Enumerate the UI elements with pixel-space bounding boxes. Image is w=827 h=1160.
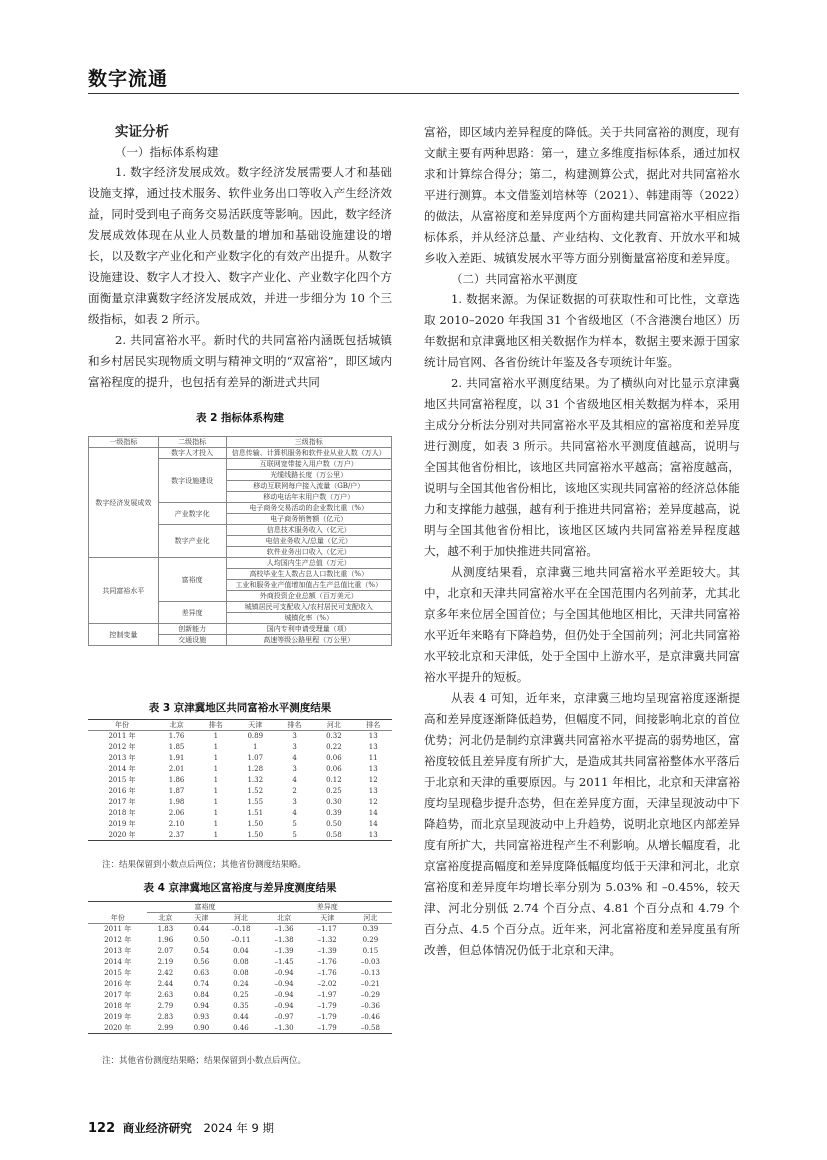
- table-cell: –0.18: [231, 925, 251, 934]
- table-cell: 0.25: [233, 991, 249, 999]
- table-row: [88, 1001, 392, 1012]
- table-header-cell: 年份: [88, 720, 156, 731]
- table-cell: –0.97: [274, 1013, 294, 1021]
- table-header-cell: 排名: [354, 720, 392, 731]
- table-row: [88, 775, 392, 786]
- header-rule: [88, 93, 739, 94]
- table-cell: 数字经济发展成效: [89, 448, 159, 558]
- table-cell: 创新能力: [158, 624, 226, 635]
- table-cell: 1.50: [247, 820, 264, 828]
- table-cell: 高速等级公路里程（万公里）: [226, 635, 391, 646]
- table-cell: –1.76: [317, 958, 337, 966]
- paragraph: 1. 数字经济发展成效。数字经济发展需要人才和基础设施支撑，通过技术服务、软件业务出口等收入产生经济效益，同时受到电子商务交易活跃度等影响。因此，数字经济发展成效体现在从业人员数量的增加和基础设施建设的增长，以及数字产业化和产业数字化的有效产出提升。从数字设施建设、数字人才投入、数字产业化、产业数字化四个方面衡量京津冀数字经济发展成效，并进一步细分为 10 个三级指标，如表 2 所示。: [88, 165, 392, 326]
- table-cell: 12: [368, 776, 378, 784]
- table4-note: 注：其他省份测度结果略；结果保留到小数点后两位。: [102, 1056, 307, 1066]
- table-cell: 人均国内生产总值（万元）: [226, 558, 391, 569]
- table-cell: 13: [368, 732, 378, 741]
- table-cell: 1.98: [168, 798, 185, 806]
- table-cell: 城镇化率（%）: [226, 613, 391, 624]
- table-cell: –1.39: [317, 947, 337, 955]
- paragraph: 2. 共同富裕水平测度结果。为了横纵向对比显示京津冀地区共同富裕程度，以 31 个省级地区相关数据为样本，采用主成分分析法分别对共同富裕水平及其相应的富裕度和差异度进行测度，如表 3 所示。共同富裕水平测度值越高，说明与全国其他省份相比，该地区共同富裕水平越高；富裕度越高，说明与全国其他省份相比，该地区实现共同富裕的经济总体能力和支撑能力越强，越有利于推进共同富裕；差异度越高，说明与全国其他省份相比，该地区区域内共同富裕差异程度越大，越不利于加快推进共同富裕。: [424, 376, 740, 558]
- table-cell: 0.74: [193, 980, 210, 988]
- table-cell: 0.24: [233, 980, 249, 988]
- table-cell: 12: [368, 798, 378, 806]
- table-cell: 1.51: [247, 809, 264, 817]
- table-cell: 1.52: [247, 787, 264, 795]
- table-cell: 2012 年: [108, 743, 136, 751]
- table-cell: 2.37: [156, 830, 197, 841]
- table-cell: 0.93: [193, 1013, 210, 1021]
- table-cell: 0.50: [326, 820, 342, 828]
- table-cell: 3: [292, 798, 297, 806]
- table-cell: 0.32: [326, 732, 342, 741]
- table-cell: 移动互联网每户接入流量（GB/户）: [226, 481, 391, 492]
- table-cell: 2013 年: [108, 754, 136, 762]
- table3-note: 注：结果保留到小数点后两位；其他省份测度结果略。: [102, 860, 307, 870]
- table-cell: –1.17: [317, 925, 337, 934]
- table-row: [88, 968, 392, 979]
- table-cell: 4: [292, 754, 297, 762]
- table-group-header-cell: 富裕度: [147, 902, 262, 913]
- table-cell: 1.50: [235, 830, 276, 841]
- table-cell: 0.08: [233, 958, 249, 966]
- table-cell: 电信业务收入/总量（亿元）: [226, 536, 391, 547]
- table-cell: 3: [292, 732, 297, 741]
- table-cell: 2020 年: [88, 830, 156, 841]
- table-cell: 1: [213, 776, 219, 784]
- table-header-cell: 天津: [306, 913, 349, 924]
- table-cell: 0.25: [326, 787, 342, 795]
- table-cell: –1.30: [263, 1023, 306, 1034]
- table-cell: 1.91: [168, 754, 185, 762]
- table-cell: 0.44: [193, 925, 210, 934]
- table-cell: –0.11: [231, 936, 251, 944]
- table-cell: –0.94: [274, 969, 294, 977]
- table-row: [88, 924, 392, 935]
- table-cell: 0.06: [326, 754, 342, 762]
- table-cell: 2015 年: [108, 776, 136, 784]
- table-cell: 2018 年: [108, 809, 136, 817]
- table-cell: 1.28: [247, 765, 264, 773]
- table-cell: 0.58: [313, 830, 354, 841]
- table-cell: 交通设施: [158, 635, 226, 646]
- table-cell: 1: [253, 743, 258, 751]
- table-row: [88, 830, 392, 841]
- table-cell: 0.06: [326, 765, 342, 773]
- table-cell: 13: [368, 765, 378, 773]
- table-header-cell: 二级指标: [158, 437, 226, 448]
- page-footer: [88, 1120, 274, 1136]
- table-cell: 城镇居民可支配收入/农村居民可支配收入: [226, 602, 391, 613]
- table-cell: 2.01: [168, 765, 185, 773]
- table-cell: 13: [368, 787, 378, 795]
- table-row: [88, 731, 392, 742]
- table4-caption: 表 4 京津冀地区富裕度与差异度测度结果: [143, 882, 337, 894]
- table-cell: 0.50: [193, 936, 210, 944]
- table-cell: 1: [213, 765, 219, 773]
- table-cell: –0.94: [274, 1002, 294, 1010]
- table-cell: 2014 年: [104, 958, 132, 966]
- table-cell: 数字设施建设: [158, 459, 226, 503]
- table-cell: 1.55: [247, 798, 264, 806]
- table-cell: 1: [213, 820, 219, 828]
- journal-name: 商业经济研究: [122, 1121, 192, 1135]
- table-cell: 0.15: [362, 947, 379, 955]
- table-cell: 13: [368, 743, 378, 751]
- table-cell: 0.44: [233, 1013, 249, 1021]
- paragraph: 1. 数据来源。为保证数据的可获取性和可比性，文章选取 2010–2020 年我国 31 个省级地区（不含港澳台地区）历年数据和京津冀地区相关数据作为样本，数据主要来源于国家统计局官网、各省份统计年鉴及各专项统计年鉴。: [424, 292, 740, 369]
- table-header-row: [89, 437, 392, 448]
- table-cell: 国内专利申请受理量（项）: [226, 624, 391, 635]
- table3-caption: 表 3 京津冀地区共同富裕水平测度结果: [148, 702, 332, 714]
- table-cell: –1.97: [317, 991, 337, 999]
- table-cell: [88, 902, 147, 913]
- section-title: 实证分析: [115, 124, 169, 140]
- table-cell: –2.02: [317, 980, 337, 988]
- table-row: [89, 624, 392, 635]
- table-cell: 1.85: [168, 743, 185, 751]
- paragraph: 2. 共同富裕水平。新时代的共同富裕内涵既包括城镇和乡村居民实现物质文明与精神文明的“双富裕”，即区域内富裕程度的提升，也包括有差异的渐进式共同: [88, 333, 392, 389]
- table-cell: 0.56: [193, 958, 210, 966]
- table-cell: 0.54: [193, 947, 210, 955]
- table-cell: 1.86: [168, 776, 185, 784]
- table-cell: 1.96: [157, 936, 174, 944]
- table-header-cell: 排名: [197, 720, 234, 731]
- table-header-cell: 河北: [349, 913, 392, 924]
- table-header-cell: 天津: [235, 720, 276, 731]
- table-cell: 光缆线路长度（万公里）: [226, 470, 391, 481]
- table-cell: 互联网宽带接入用户数（万户）: [226, 459, 391, 470]
- table-cell: 2019 年: [108, 820, 136, 828]
- table-cell: –0.29: [360, 991, 380, 999]
- table-cell: –0.36: [360, 1002, 380, 1010]
- table-cell: 2.10: [168, 820, 185, 828]
- table-row: [88, 935, 392, 946]
- table-cell: 1: [197, 830, 234, 841]
- table-cell: 0.46: [219, 1023, 262, 1034]
- page-title: 数字流通: [88, 68, 169, 90]
- table-cell: 1.76: [168, 732, 185, 741]
- table-cell: –1.79: [306, 1023, 349, 1034]
- table-cell: 0.63: [193, 969, 210, 977]
- table-cell: 0.22: [326, 743, 342, 751]
- table-cell: 2.42: [157, 969, 174, 977]
- table-cell: –0.21: [360, 980, 380, 988]
- table-cell: 2.79: [157, 1002, 174, 1010]
- table-row: [88, 957, 392, 968]
- table2-caption: 表 2 指标体系构建: [195, 412, 285, 424]
- table-cell: 2015 年: [104, 969, 132, 977]
- table-header-cell: 北京: [156, 720, 197, 731]
- table-header-cell: 河北: [219, 913, 262, 924]
- table-row: [88, 1023, 392, 1034]
- table-header-cell: 三级指标: [226, 437, 391, 448]
- table-row: [88, 742, 392, 753]
- table-cell: 2014 年: [108, 765, 136, 773]
- table-header-cell: 北京: [263, 913, 306, 924]
- table-cell: 软件业务出口收入（亿元）: [226, 547, 391, 558]
- left-column: [88, 122, 392, 393]
- table-cell: 1: [213, 754, 219, 762]
- table-header-cell: 排名: [276, 720, 313, 731]
- table-cell: 外商投资企业总额（百万美元）: [226, 591, 391, 602]
- table-cell: 2.63: [157, 991, 174, 999]
- table-header-cell: 天津: [183, 913, 219, 924]
- table-cell: 信息传输、计算机服务和软件业从业人数（万人）: [226, 448, 391, 459]
- table-cell: 控制变量: [89, 624, 159, 646]
- table-cell: 2011 年: [108, 732, 136, 741]
- table-cell: 数字产业化: [158, 525, 226, 558]
- table-cell: 数字人才投入: [158, 448, 226, 459]
- table-header-row: [88, 720, 392, 731]
- table-row: [88, 979, 392, 990]
- table-cell: 0.39: [362, 925, 379, 934]
- table-row: [89, 448, 392, 459]
- table-row: [88, 753, 392, 764]
- table-cell: 0.84: [193, 991, 210, 999]
- table-row: [88, 808, 392, 819]
- table-cell: 1: [213, 787, 219, 795]
- table-cell: –1.32: [317, 936, 337, 944]
- table-cell: –0.46: [360, 1013, 380, 1021]
- table-cell: 0.90: [183, 1023, 219, 1034]
- subsection-title: （二）共同富裕水平测度: [451, 272, 578, 286]
- data-table: [88, 719, 392, 841]
- table-cell: 1: [213, 743, 219, 751]
- table-cell: 2016 年: [108, 787, 136, 795]
- table-cell: 2018 年: [104, 1002, 132, 1010]
- paragraph: 富裕，即区域内差异程度的降低。关于共同富裕的测度，现有文献主要有两种思路：第一，建立多维度指标体系，通过加权求和计算综合得分；第二，构建测算公式，据此对共同富裕水平进行测算。本文借鉴刘培林等（2021）、韩建雨等（2022）的做法，从富裕度和差异度两个方面构建共同富裕水平相应指标体系，并从经济总量、产业结构、文化教育、开放水平和城乡收入差距、城镇发展水平等方面分别衡量富裕度和差异度。: [424, 125, 740, 265]
- table-cell: 差异度: [158, 602, 226, 624]
- table-cell: –1.79: [317, 1013, 337, 1021]
- table-cell: 2.99: [147, 1023, 183, 1034]
- table-cell: 11: [368, 754, 378, 762]
- table-cell: 电子商务销售额（亿元）: [226, 514, 391, 525]
- table-cell: 2.07: [157, 947, 174, 955]
- table-cell: 共同富裕水平: [89, 558, 159, 624]
- table-group-header-row: [88, 902, 392, 913]
- table-cell: –0.58: [349, 1023, 392, 1034]
- table-cell: 高校毕业生人数占总人口数比重（%）: [226, 569, 391, 580]
- table-row: [88, 764, 392, 775]
- table-cell: 2016 年: [104, 980, 132, 988]
- table-cell: –1.38: [274, 936, 294, 944]
- table-cell: 0.35: [233, 1002, 249, 1010]
- table-cell: 1.07: [247, 754, 264, 762]
- table-cell: 0.29: [362, 936, 379, 944]
- table-cell: 13: [354, 830, 392, 841]
- table-cell: 2.06: [168, 809, 185, 817]
- table-cell: 0.94: [193, 1002, 210, 1010]
- table-cell: –0.03: [360, 958, 380, 966]
- table-row: [88, 786, 392, 797]
- table-cell: 富裕度: [158, 558, 226, 602]
- table-cell: 电子商务交易活动的企业数比重（%）: [226, 503, 391, 514]
- table-cell: 14: [368, 809, 378, 817]
- table-row: [88, 946, 392, 957]
- table-cell: 2.19: [157, 958, 174, 966]
- table-cell: 2019 年: [104, 1013, 132, 1021]
- table-cell: 1: [213, 809, 219, 817]
- table-cell: 5: [292, 820, 297, 828]
- table-header-cell: 年份: [88, 913, 147, 924]
- table-cell: –0.94: [274, 991, 294, 999]
- table-cell: –1.79: [317, 1002, 337, 1010]
- table-cell: 0.89: [247, 732, 264, 741]
- table-cell: 移动电话年末用户数（万户）: [226, 492, 391, 503]
- table-cell: 2011 年: [104, 925, 132, 934]
- table-header-row: [88, 913, 392, 924]
- table-cell: 5: [276, 830, 313, 841]
- table-cell: 产业数字化: [158, 503, 226, 525]
- table-cell: –1.36: [274, 925, 294, 934]
- indicator-table: [88, 436, 392, 646]
- table-cell: 1.87: [168, 787, 185, 795]
- table-cell: 0.39: [326, 809, 342, 817]
- table-cell: 0.12: [326, 776, 342, 784]
- issue-label: 2024 年 9 期: [203, 1121, 275, 1135]
- table-header-cell: 一级指标: [89, 437, 159, 448]
- table-group-header-cell: 差异度: [263, 902, 392, 913]
- subsection-title: （一）指标体系构建: [115, 145, 219, 159]
- table-cell: 2020 年: [88, 1023, 147, 1034]
- table-cell: 14: [368, 820, 378, 828]
- table-cell: 1.32: [247, 776, 264, 784]
- table-row: [88, 1012, 392, 1023]
- paragraph: 从表 4 可知，近年来，京津冀三地均呈现富裕度逐渐提高和差异度逐渐降低趋势，但幅度不同，间接影响北京的首位优势；河北仍是制约京津冀共同富裕水平提高的弱势地区，富裕度较低且差异度有所扩大，是造成其共同富裕整体水平落后于北京和天津的重要原因。与 2011 年相比，北京和天津富裕度均呈现稳步提升态势，但在差异度方面，天津呈现波动中下降趋势，而北京呈现波动中上升趋势，说明北京地区内部差异度有所扩大，共同富裕进程产生不利影响。从增长幅度看，北京富裕度提高幅度和差异度降低幅度均低于天津和河北，北京富裕度和差异度年均增长率分别为 5.03% 和 –0.45%，较天津、河北分别低 2.74 个百分点、4.81 个百分点和 4.79 个百分点、4.5 个百分点。近年来，河北富裕度和差异度虽有所改善，但总体情况仍低于北京和天津。: [424, 691, 740, 957]
- table-row: [88, 990, 392, 1001]
- table-cell: 0.04: [233, 947, 249, 955]
- table-header-cell: 河北: [313, 720, 354, 731]
- table-cell: 3: [292, 743, 297, 751]
- table-cell: 2.44: [157, 980, 174, 988]
- table-cell: 1.83: [157, 925, 174, 934]
- table-cell: –0.13: [360, 969, 380, 977]
- table-cell: 1: [213, 798, 219, 806]
- table-cell: 0.08: [233, 969, 249, 977]
- table-cell: 工业和服务业产值增加值占生产总值比重（%）: [226, 580, 391, 591]
- paragraph: 从测度结果看，京津冀三地共同富裕水平差距较大。其中，北京和天津共同富裕水平在全国范围内名列前茅，尤其北京多年来位居全国首位；与全国其他地区相比，天津共同富裕水平近年来略有下降趋势，但仍处于全国前列；河北共同富裕水平较北京和天津低，处于全国中上游水平，是京津冀共同富裕水平提升的短板。: [424, 565, 740, 684]
- table-row: [88, 797, 392, 808]
- data-table: [88, 901, 392, 1034]
- page-number: 122: [88, 1121, 116, 1136]
- right-column: [424, 122, 740, 961]
- table-header-cell: 北京: [147, 913, 183, 924]
- table-row: [89, 558, 392, 569]
- table-cell: 4: [292, 776, 297, 784]
- table-cell: –1.39: [274, 947, 294, 955]
- table-cell: 2017 年: [104, 991, 132, 999]
- table-cell: 3: [292, 765, 297, 773]
- table-cell: 2.83: [157, 1013, 174, 1021]
- table-cell: 0.30: [326, 798, 342, 806]
- table-cell: 信息技术服务收入（亿元）: [226, 525, 391, 536]
- table-cell: 2017 年: [108, 798, 136, 806]
- table-row: [88, 819, 392, 830]
- table-cell: 2: [292, 787, 297, 795]
- table-cell: 2013 年: [104, 947, 132, 955]
- table-cell: –0.94: [274, 980, 294, 988]
- table-cell: –1.76: [317, 969, 337, 977]
- table-cell: 1: [213, 732, 219, 741]
- table-cell: –1.45: [274, 958, 294, 966]
- table-cell: 4: [292, 809, 297, 817]
- table-cell: 2012 年: [104, 936, 132, 944]
